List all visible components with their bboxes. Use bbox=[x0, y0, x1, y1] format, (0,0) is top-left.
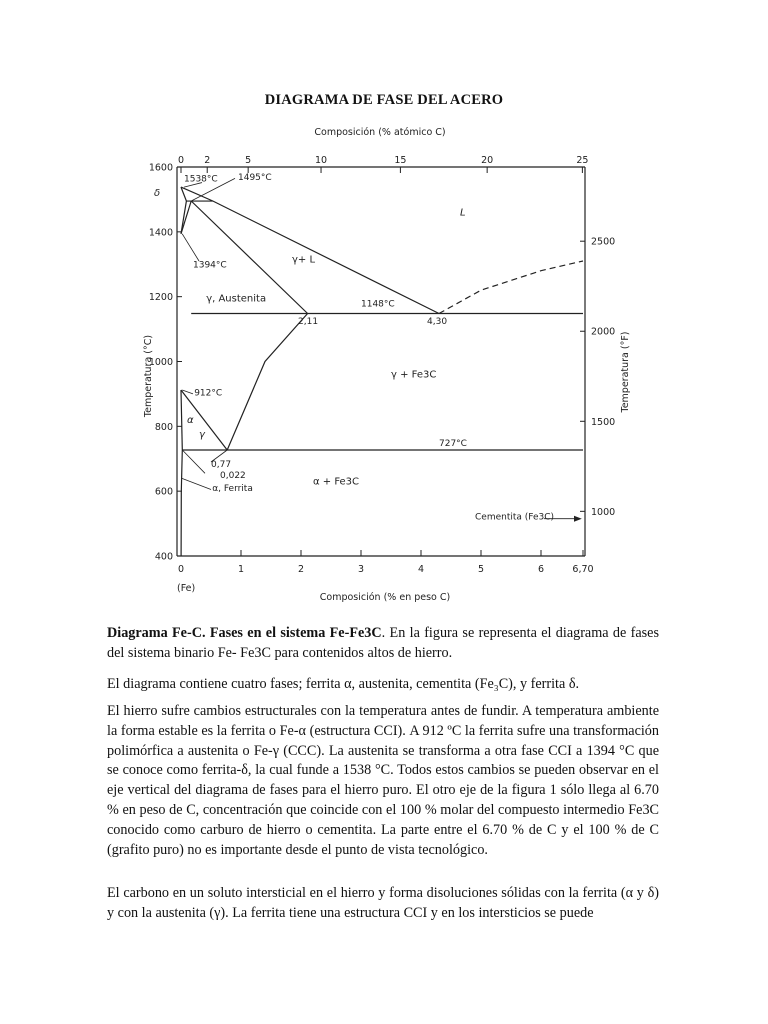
left-tick-label: 1400 bbox=[148, 227, 173, 239]
left-tick-label: 600 bbox=[154, 486, 173, 498]
label-delta: δ bbox=[154, 188, 161, 200]
paragraph-carbon: El carbono en un soluto intersticial en el hierro y forma disoluciones sólidas con la ferrita (α y δ) y con la austenita (γ). La ferrita tiene una estructura CCI y en los intersticios se puede bbox=[107, 885, 659, 921]
top-tick-label: 0 bbox=[177, 155, 185, 166]
annotation-leader bbox=[182, 234, 199, 261]
label-gamma-small: γ bbox=[199, 429, 205, 441]
bottom-tick-label: 0 bbox=[177, 564, 185, 575]
annotation-leader bbox=[182, 450, 205, 473]
top-tick-label: 5 bbox=[245, 155, 252, 166]
boundary-alpha-boundary bbox=[181, 390, 182, 450]
label-912: 912°C bbox=[194, 388, 223, 399]
label-gamma-fe3c: γ + Fe3C bbox=[391, 369, 437, 381]
top-tick-label: 25 bbox=[576, 155, 589, 166]
axes-frame bbox=[177, 167, 585, 556]
paragraph-intro bbox=[107, 624, 659, 664]
diagram-labels bbox=[154, 173, 554, 523]
top-tick-label: 20 bbox=[481, 155, 494, 166]
top-tick-label: 15 bbox=[394, 155, 407, 166]
paragraph-iron-changes: El hierro sufre cambios estructurales con la temperatura antes de fundir. A temperatura ambiente la forma estable es la ferrita o Fe-α (estructura CCI). A 912 ºC la ferrita sufre una transformación polimórfica a austenita o Fe-γ (CCC). La austenita se transforma a otra fase CCI a 1394 °C que se conoce como ferrita-δ, la cual funde a 1538 °C. Todos estos cambios se pueden observar en el eje vertical del diagrama de fases para el hierro puro. El otro eje de la figura 1 sólo llega al 6.70 % en peso de C, concentración que coincide con el 100 % molar del compuesto intermedio Fe3C conocido como carburo de hierro o cementita. La parte entre el 6.70 % de C y el 100 % de C (grafito puro) no es importante desde el punto de vista tecnológico. bbox=[107, 703, 659, 858]
bottom-tick-label: 5 bbox=[477, 564, 485, 575]
paragraph-intro-bold: Diagrama Fe-C. Fases en el sistema Fe-Fe3C bbox=[107, 625, 382, 641]
right-tick-label: 1500 bbox=[591, 416, 616, 428]
phase-diagram bbox=[0, 118, 768, 608]
right-tick-label: 1000 bbox=[591, 506, 616, 518]
left-tick-label: 1600 bbox=[148, 162, 173, 174]
bottom-tick-label: 2 bbox=[297, 564, 305, 575]
left-tick-label: 1200 bbox=[148, 292, 173, 304]
label-austenite: γ, Austenita bbox=[206, 293, 267, 305]
left-tick-label: 1000 bbox=[148, 357, 173, 368]
label-cementite: Cementita (Fe3C) bbox=[475, 512, 555, 523]
label-0-022: 0,022 bbox=[220, 471, 246, 482]
annotation-leader bbox=[182, 478, 211, 489]
boundary-alpha-solvus bbox=[181, 450, 182, 556]
left-axis-title: Temperatura (°C) bbox=[143, 334, 154, 418]
origin-note: (Fe) bbox=[177, 583, 196, 594]
right-tick-label: 2000 bbox=[591, 326, 616, 338]
right-tick-label: 2500 bbox=[591, 236, 616, 248]
bottom-tick-label: 3 bbox=[357, 564, 365, 575]
paragraph-intro-rest: . En la figura se representa el diagrama de fases del sistema binario Fe- Fe3C para contenidos altos de hierro. bbox=[107, 625, 659, 661]
bottom-tick-label: 4 bbox=[417, 564, 425, 575]
cementite-arrow-head bbox=[574, 516, 582, 522]
label-1495: 1495°C bbox=[238, 172, 272, 183]
left-tick-label: 800 bbox=[154, 421, 173, 433]
bottom-tick-label: 6 bbox=[537, 564, 545, 575]
right-axis-title: Temperatura (°F) bbox=[620, 331, 631, 413]
phase-boundaries bbox=[181, 178, 583, 556]
paragraph-phases: El diagrama contiene cuatro fases; ferrita α, austenita, cementita (Fe₃C), y ferrita δ. bbox=[107, 676, 580, 692]
top-axis-title: Composición (% atómico C) bbox=[314, 127, 446, 138]
label-alpha-ferrite: α, Ferrita bbox=[212, 484, 253, 495]
label-gamma-liquid: γ+ L bbox=[292, 254, 316, 266]
label-4-30: 4,30 bbox=[427, 317, 448, 328]
label-alpha-fe3c: α + Fe3C bbox=[313, 476, 360, 488]
label-0-77: 0,77 bbox=[211, 459, 232, 470]
left-tick-label: 400 bbox=[154, 551, 173, 563]
label-1538: 1538°C bbox=[184, 174, 218, 185]
label-liquid: L bbox=[460, 207, 466, 219]
label-727: 727°C bbox=[439, 438, 467, 449]
label-1148: 1148°C bbox=[361, 299, 395, 310]
bottom-tick-label: 1 bbox=[237, 564, 245, 575]
page-title: DIAGRAMA DE FASE DEL ACERO bbox=[264, 92, 504, 108]
boundary-acm bbox=[227, 314, 307, 451]
label-1394: 1394°C bbox=[193, 260, 227, 271]
top-tick-label: 10 bbox=[314, 155, 328, 166]
boundary-liquidus-hypereutectic bbox=[439, 261, 583, 314]
label-2-11: 2,11 bbox=[298, 317, 319, 328]
bottom-tick-label: 6,70 bbox=[572, 564, 594, 575]
label-alpha: α bbox=[187, 415, 194, 427]
top-tick-label: 2 bbox=[204, 155, 211, 166]
bottom-axis-title: Composición (% en peso C) bbox=[319, 592, 451, 603]
